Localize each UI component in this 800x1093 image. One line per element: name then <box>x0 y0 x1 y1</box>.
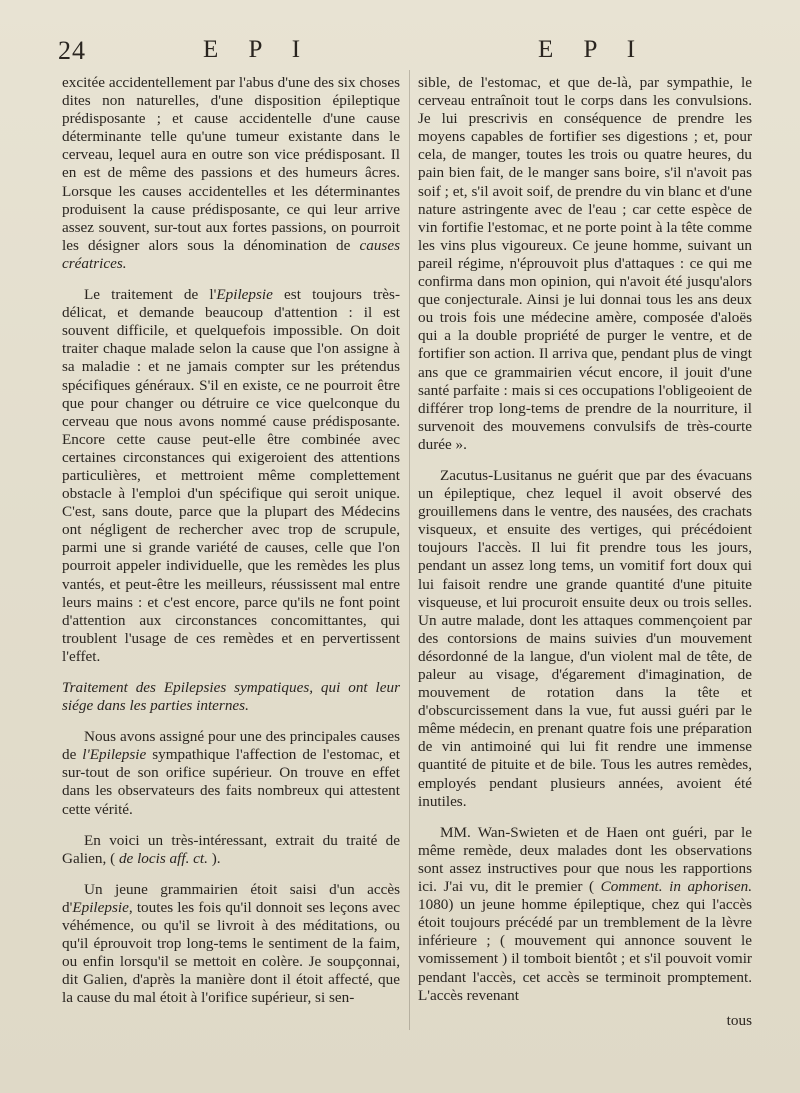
paragraph-text: En voici un très-intéressant, extrait du traité de Galien, ( <box>62 831 400 867</box>
italic-citation: Comment. in aphorisen. <box>600 878 752 896</box>
catchword: tous <box>726 1012 752 1029</box>
paragraph-sympathique <box>62 728 400 818</box>
paragraph-grammairien <box>62 881 400 1008</box>
column-divider <box>409 70 410 1030</box>
paragraph-galien <box>62 832 400 868</box>
paragraph-text: est toujours très-délicat, et demande beaucoup d'attention : il est souvent difficile, et quelquefois impossible. On doit traiter chaque malade selon la cause que l'on assigne à sa maladie : et ne jamais compter sur les prétendus spécifiques généraux. S'il en existe, ce ne pourroit être que pour changer ou détruire ce vice quelconque du cerveau que nous avons nommé cause prédisposante. Encore cette cause peut-elle être combinée avec certaines circonstances qui exigeroient des attentions particulières, et mettroient même complettement obstacle à l'emploi d'un spécifique qui seroit unique. C'est, sans doute, parce que la plupart des Médecins ont négligent de rechercher avec trop de scrupule, parmi une si grande variété de causes, celle que l'on pourroit appeler individuelle, que les remèdes les plus vantés, et peut-être les meilleurs, réussissent mal entre leurs mains : et c'est encore, parce qu'ils ne font point d'attention aux circonstances concomittantes, qui troublent l'usage de ces remèdes et en pervertissent l'effet. <box>62 286 400 665</box>
paragraph-text: excitée accidentellement par l'abus d'une des six choses dites non naturelles, d'une disposition épileptique prédisposante ; et cause accidentelle d'une cause déterminante telle qu'une tumeur existante dans le cerveau, lequel aura en outre son vice prédisposant. Il en est de même des passions et des humeurs âcres. Lorsque les causes accidentelles et les déterminantes produisent la cause prédisposante, ce qui leur arrive assez souvent, sur-tout aux fortes passions, on pourroit les désigner alors sous la dénomination de <box>62 74 400 254</box>
italic-term: causes créatrices. <box>62 236 400 272</box>
section-subtitle: Traitement des Epilepsies sympatiques, qui ont leur siége dans les parties internes. <box>62 679 400 715</box>
paragraph-text: sympathique l'affection de l'estomac, et sur-tout de son orifice supérieur. On trouve en effet dans les observateurs des faits nombreux qui attestent cette vérité. <box>62 746 400 818</box>
paragraph-wan-swieten <box>418 824 752 1005</box>
italic-term: Epilepsie <box>216 286 273 304</box>
italic-citation: de locis aff. ct. <box>118 849 208 867</box>
paragraph-continuation: sible, de l'estomac, et que de-là, par sympathie, le cerveau entraînoit tout le corps dans les convulsions. Je lui prescrivis en conséquence de prendre les moyens capables de fortifier ses digestions ; et, pour cela, de manger, toutes les trois ou quatre heures, du pain bien fait, de le manger sans boire, s'il n'avoit pas soif ; et, s'il avoit soif, de prendre du vin blanc et d'une nature astringente avec de l'eau ; car cette espèce de vin fortifie l'estomac, et ne porte point à la tête comme les vins plus vigoureux. Ce jeune homme, suivant un pareil régime, n'éprouvoit plus d'attaques : ce qui me confirma dans mon opinion, qui n'avoit été jusqu'alors que conjecturale. Ainsi je lui donnai tous les ans deux ou trois fois une médecine amère, composée d'aloës qui a la double propriété de purger le ventre, et de fortifier son action. Il arriva que, pendant plus de vingt ans que ce grammairien vécut encore, il jouit d'une santé parfaite : mais si ces occupations l'obligeoient de différer trop long-tems de prendre de la nourriture, il survenoit des mouvemens convulsifs de très-courte durée ». <box>418 74 752 453</box>
italic-term: Epilepsie <box>72 898 129 916</box>
paragraph-text: Nous avons assigné pour une des principales causes de <box>62 728 400 764</box>
right-column <box>418 74 752 1005</box>
paragraph-text: MM. Wan-Swieten et de Haen ont guéri, par le même remède, deux malades dont les observations sont assez instructives pour que nous les rapportions ici. J'ai vu, dit le premier ( <box>418 823 752 896</box>
left-column <box>62 74 400 1008</box>
paragraph-text: ). <box>207 849 221 867</box>
paragraph-zacutus: Zacutus-Lusitanus ne guérit que par des évacuans un épileptique, chez lequel il avoit observé des grouillemens dans le ventre, des nausées, des crachats visqueux, et ensuite des vertiges, qui précédoient toujours l'accès. Il lui fit prendre tous les jours, pendant un assez long tems, un vomitif fort doux qui lui faisoit rendre une grande quantité d'une pituite visqueuse, et lui procuroit ensuite deux ou trois selles. Un autre malade, dont les attaques commençoient par des contorsions de mains suivies d'un mouvement désordonné de la langue, d'un violent mal de tête, de paleur au visage, d'égarement d'imagination, de mouvement de rotation dans la tête et d'obscurcissement dans la vue, fut aussi guéri par le même médecin, en prenant quatre fois une préparation de vin antimoiné qui lui fit rendre une immense quantité de pituite et de bile. Tous les autres remèdes, employés pendant plusieurs années, avoient été inutiles. <box>418 466 752 810</box>
paragraph-continuation <box>62 74 400 273</box>
page-number: 24 <box>58 36 86 65</box>
paragraph-text: Le traitement de l' <box>84 286 217 304</box>
paragraph-text: , toutes les fois qu'il donnoit ses leçons avec véhémence, ou qu'il se livroit à des méditations, ou qu'il éprouvoit trop long-tems le sentiment de la faim, ou enfin lorsqu'il se mettoit en colère. Je soupçonnai, dit Galien, d'après la manière dont il étoit affecté, que la cause du mal étoit à l'orifice supérieur, si sen- <box>62 898 400 1007</box>
page-header <box>58 36 760 70</box>
paragraph-text: 1080) un jeune homme épileptique, chez qui l'accès étoit toujours précédé par un tremblement de la lèvre inférieure ; ( mouvement qui annonce souvent le vomissement ) il tomboit bientôt ; et s'il pouvoit vomir pendant l'accès, cet accès se terminoit promptement. L'accès revenant <box>418 896 752 1004</box>
paragraph-treatment <box>62 286 400 666</box>
italic-term: l'Epilepsie <box>82 746 147 764</box>
paragraph-text: Un jeune grammairien étoit saisi d'un accès d' <box>62 880 400 916</box>
running-head-right: E P I <box>538 36 648 63</box>
running-head-left: E P I <box>203 36 313 63</box>
